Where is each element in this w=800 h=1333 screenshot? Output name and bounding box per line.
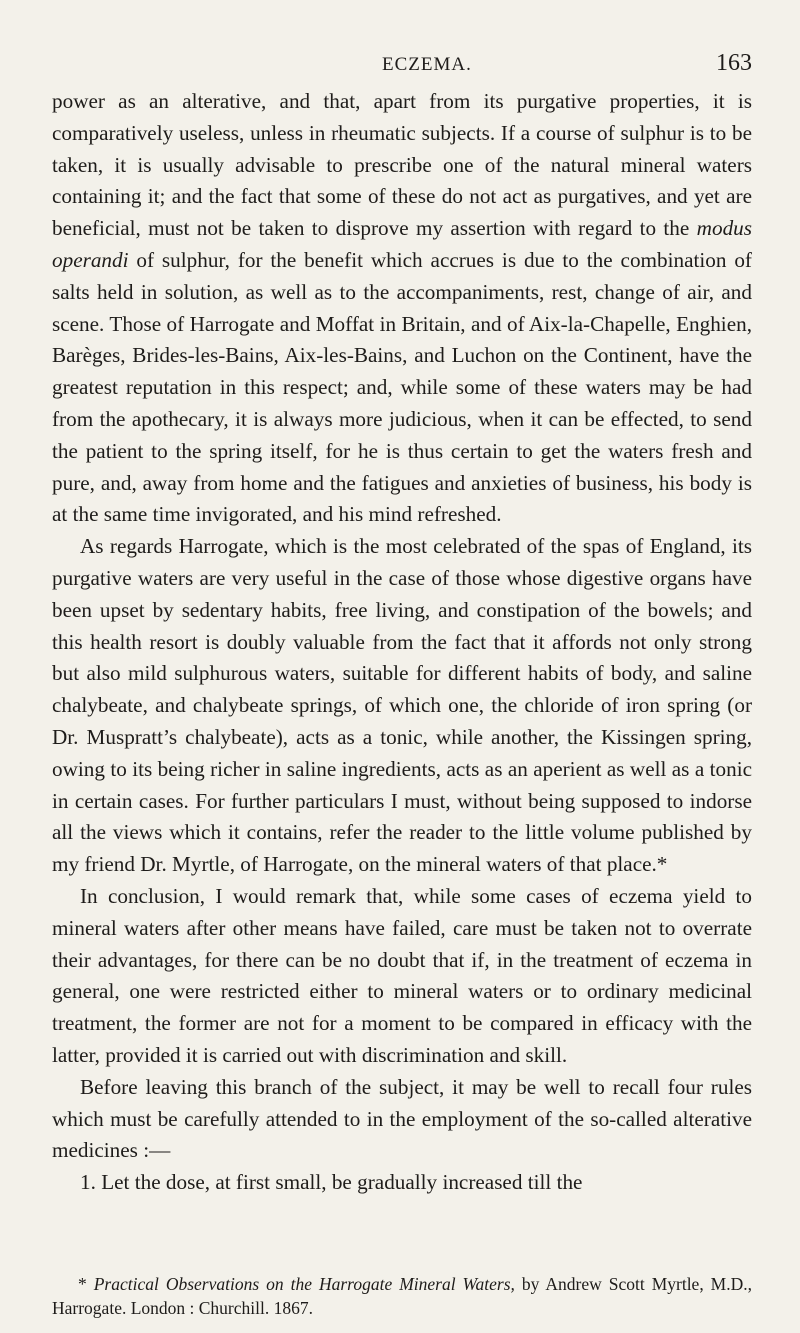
running-head: ECZEMA. <box>382 54 472 75</box>
footnote-text <box>52 1272 752 1320</box>
text-segment: of sulphur, for the benefit which accrues is due to the combination of salts held in solution, as well as to the accompaniments, rest, change of air, and scene. Those of Harrogate and Moffat in Britain, and of Aix-la-Chapelle, Enghien, Barèges, Brides-les-Bains, Aix-les-Bains, and Luchon on the Continent, have the greatest reputation in this respect; and, while some of these waters may be had from the apothecary, it is always more judicious, when it can be effected, to send the patient to the spring itself, for he is thus certain to get the waters fresh and pure, and, away from home and the fatigues and anxieties of business, his body is at the same time invigorated, and his mind refreshed. <box>52 247 752 527</box>
footnote <box>52 1272 752 1320</box>
footnote-citation: by Andrew Scott Myrtle, M.D., Harrogate. London : Churchill. 1867. <box>52 1274 753 1318</box>
text-segment: As regards Harrogate, which is the most celebrated of the spas of England, its purgative waters are very useful in the case of those whose digestive organs have been upset by sedentary habits, free living, and constipation of the bowels; and this health resort is doubly valuable from the fact that it affords not only strong but also mild sulphurous waters, suitable for different habits of body, and saline chalybeate, and chalybeate springs, of which one, the chloride of iron spring (or Dr. Muspratt’s chalybeate), acts as a tonic, while another, the Kissingen spring, owing to its being richer in saline ingredients, acts as an aperient as well as a tonic in certain cases. For further particulars I must, without being supposed to indorse all the views which it contains, refer the reader to the little volume published by my friend Dr. Myrtle, of Harrogate, on the mineral waters of that place.* <box>52 534 752 877</box>
paragraph-3 <box>52 881 752 1072</box>
text-segment: In conclusion, I would remark that, while some cases of eczema yield to mineral waters after other means have failed, care must be taken not to overrate their advantages, for there can be no doubt that if, in the treatment of eczema in general, one were restricted either to mineral waters or to ordinary medicinal treatment, the former are not for a moment to be compared in efficacy with the latter, provided it is carried out with discrimination and skill. <box>52 883 752 1067</box>
page-header <box>52 48 752 78</box>
paragraph-1 <box>52 86 752 531</box>
paragraph-2 <box>52 531 752 881</box>
text-segment: 1. Let the dose, at first small, be gradually increased till the <box>80 1170 583 1195</box>
paragraph-5-rule-1 <box>52 1167 752 1199</box>
italic-phrase-modus-operandi: modus operandi <box>52 216 752 272</box>
footnote-marker: * <box>78 1274 94 1294</box>
footnote-book-title: Practical Observations on the Harrogate Mineral Waters, <box>93 1274 515 1294</box>
page-number: 163 <box>716 50 752 76</box>
text-segment: power as an alterative, and that, apart from its purgative properties, it is comparatively useless, unless in rheumatic subjects. If a course of sulphur is to be taken, it is usually advisable to prescribe one of the natural mineral waters containing it; and the fact that some of these do not act as purgatives, and yet are beneficial, must not be taken to disprove my assertion with regard to the <box>52 89 752 241</box>
text-segment: Before leaving this branch of the subject, it may be well to recall four rules which must be carefully attended to in the employment of the so-called alterative medicines :— <box>52 1074 752 1163</box>
paragraph-4 <box>52 1072 752 1167</box>
body-text <box>52 86 752 1199</box>
